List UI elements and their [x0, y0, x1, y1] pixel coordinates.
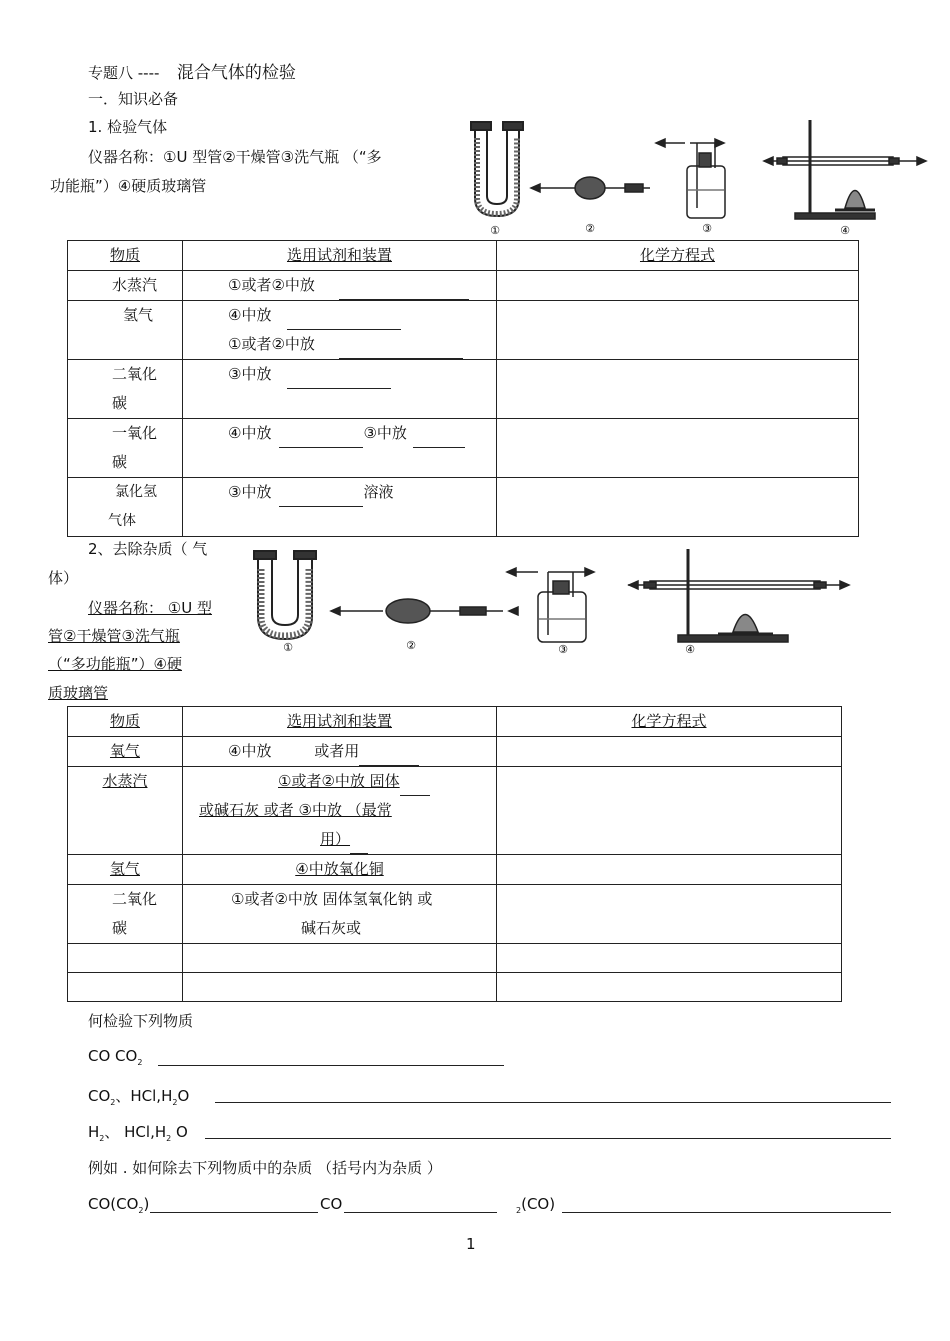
- table-row: [68, 885, 842, 944]
- figure-label-4: ④: [685, 643, 695, 656]
- figure-label-3: ③: [702, 222, 712, 235]
- answer-blank[interactable]: [339, 338, 463, 359]
- question-3-sub-a: 2: [99, 1134, 105, 1143]
- table-row: [68, 301, 859, 360]
- page-title: 混合气体的检验: [176, 63, 296, 83]
- col-substance-header: 物质: [109, 246, 140, 264]
- reagent-text: 碱石灰或: [301, 919, 362, 937]
- example-1-text: CO(CO: [88, 1195, 139, 1213]
- reagent-cell[interactable]: [183, 973, 497, 1002]
- substance-cell: 氢气: [109, 860, 140, 878]
- page-number: 1: [466, 1235, 476, 1253]
- table-row: [68, 973, 842, 1002]
- reagent-text: ④中放 或者用: [228, 742, 360, 760]
- instrument-text2-line4: 质玻璃管: [48, 684, 109, 702]
- apparatus-figure-2: [248, 547, 876, 659]
- example-heading: 例如 . 如何除去下列物质中的杂质 （括号内为杂质 ）: [88, 1159, 442, 1177]
- question-1: [88, 1047, 142, 1067]
- equation-cell[interactable]: [497, 767, 842, 855]
- reagent-text: ①或者②中放 固体: [278, 772, 400, 790]
- question-3-text-b: 、 HCl,H: [104, 1123, 167, 1141]
- subsection-heading-1: 1. 检验气体: [88, 118, 168, 136]
- question-2-text-c: O: [177, 1087, 190, 1105]
- substance-cell: 一氧化: [112, 424, 158, 442]
- instrument-text2-line3: （“多功能瓶”）④硬: [48, 655, 182, 673]
- example-3-text: (CO): [521, 1195, 556, 1213]
- glass-tube-stand-icon: [764, 120, 926, 219]
- figure-label-3: ③: [558, 643, 568, 656]
- reagent-text: ①或者②中放: [228, 335, 315, 353]
- reagent-text: ④中放: [228, 424, 272, 442]
- reagent-text: ①或者②中放: [228, 276, 315, 294]
- equation-cell[interactable]: [497, 419, 859, 478]
- question-3-text-c: O: [171, 1123, 188, 1141]
- table-row: [68, 360, 859, 419]
- question-1-text: CO CO: [88, 1047, 138, 1065]
- detection-table: [67, 240, 859, 537]
- answer-line-1[interactable]: [158, 1065, 504, 1066]
- u-tube-icon: [254, 551, 316, 639]
- substance-cell: 二氧化: [112, 890, 158, 908]
- substance-cell-cont: 碳: [112, 394, 128, 412]
- reagent-text: ④中放: [228, 306, 272, 324]
- example-2: CO: [320, 1195, 343, 1213]
- substance-cell[interactable]: [68, 973, 183, 1002]
- reagent-text: 或碱石灰 或者 ③中放 （最常: [199, 801, 392, 819]
- reagent-cell[interactable]: [183, 944, 497, 973]
- table-header-row: [68, 707, 842, 737]
- question-2: [88, 1085, 189, 1107]
- equation-cell[interactable]: [497, 271, 859, 301]
- example-1-sub: 2: [138, 1206, 144, 1215]
- equation-cell[interactable]: [497, 973, 842, 1002]
- document-header: [88, 58, 296, 83]
- equation-cell[interactable]: [497, 301, 859, 360]
- apparatus-figure-1: [465, 118, 947, 240]
- reagent-text: ③中放: [228, 483, 272, 501]
- col-equation-header: 化学方程式: [631, 712, 707, 730]
- substance-cell: 二氧化: [112, 365, 158, 383]
- substance-cell: 水蒸汽: [102, 772, 148, 790]
- drying-tube-icon: [331, 599, 518, 623]
- reagent-text: ①或者②中放 固体氢氧化钠 或: [231, 890, 433, 908]
- figure-label-1: ①: [490, 224, 500, 237]
- substance-cell: 水蒸汽: [112, 276, 158, 294]
- question-2-text-a: CO: [88, 1087, 111, 1105]
- section-heading-2-line1: 2、去除杂质（ 气: [88, 540, 208, 558]
- example-3-sub: 2: [516, 1206, 522, 1215]
- equation-cell[interactable]: [497, 885, 842, 944]
- answer-line-3[interactable]: [205, 1138, 891, 1139]
- col-equation-header: 化学方程式: [639, 246, 715, 264]
- equation-cell[interactable]: [497, 855, 842, 885]
- answer-blank[interactable]: [279, 486, 363, 507]
- question-3-sub-b: 2: [166, 1134, 172, 1143]
- question-3: [88, 1121, 188, 1143]
- answer-blank[interactable]: [413, 427, 465, 448]
- topic-label: 专题八 ----: [88, 64, 160, 82]
- example-1: [88, 1195, 149, 1215]
- instrument-text2-line2: 管②干燥管③洗气瓶: [48, 627, 180, 645]
- instrument-text-line2: 功能瓶”）④硬质玻璃管: [50, 177, 207, 195]
- example-3: [516, 1195, 555, 1215]
- question-2-sub-a: 2: [110, 1098, 116, 1107]
- table-row: [68, 737, 842, 767]
- col-substance-header: 物质: [109, 712, 140, 730]
- question-2-sub-b: 2: [172, 1098, 178, 1107]
- substance-cell: 氧气: [109, 742, 140, 760]
- equation-cell[interactable]: [497, 944, 842, 973]
- reagent-text: ④中放氧化铜: [295, 860, 384, 878]
- wash-bottle-icon: [507, 568, 594, 642]
- figure-label-2: ②: [406, 639, 416, 652]
- table-row: [68, 271, 859, 301]
- figure-label-4: ④: [840, 224, 850, 237]
- section-heading-1: 一．知识必备: [88, 90, 179, 108]
- reagent-text: 用）: [320, 830, 351, 848]
- answer-line-2[interactable]: [215, 1102, 891, 1103]
- table-row: [68, 944, 842, 973]
- answer-blank[interactable]: [339, 279, 469, 300]
- section-heading-2-line2: 体）: [48, 569, 79, 587]
- glass-tube-stand-icon: [628, 549, 849, 642]
- answer-blank[interactable]: [279, 427, 363, 448]
- col-reagent-header: 选用试剂和装置: [286, 712, 392, 730]
- table-row: [68, 478, 859, 537]
- substance-cell[interactable]: [68, 944, 183, 973]
- answer-blank[interactable]: [287, 309, 401, 330]
- instrument-text-line1: 仪器名称：①U 型管②干燥管③洗气瓶 （“多: [88, 148, 382, 166]
- answer-blank[interactable]: [350, 833, 368, 854]
- question-heading: 何检验下列物质: [88, 1012, 194, 1030]
- col-reagent-header: 选用试剂和装置: [286, 246, 392, 264]
- answer-blank[interactable]: [287, 368, 391, 389]
- reagent-text: ③中放: [228, 365, 272, 383]
- equation-cell[interactable]: [497, 737, 842, 767]
- table-row: [68, 419, 859, 478]
- answer-blank[interactable]: [400, 775, 430, 796]
- reagent-text: ③中放: [363, 424, 407, 442]
- equation-cell[interactable]: [497, 360, 859, 419]
- question-1-subscript: 2: [137, 1058, 143, 1067]
- substance-cell-cont: 碳: [112, 453, 128, 471]
- question-3-text-a: H: [88, 1123, 100, 1141]
- figure-label-1: ①: [283, 641, 293, 654]
- answer-line-5[interactable]: [562, 1212, 891, 1213]
- substance-cell: 氢气: [123, 306, 154, 324]
- answer-blank[interactable]: [359, 745, 419, 766]
- substance-cell-cont: 气体: [108, 513, 136, 529]
- figure-label-2: ②: [585, 222, 595, 235]
- substance-cell: 氯化氢: [115, 484, 157, 500]
- drying-tube-icon: [531, 177, 650, 199]
- question-2-text-b: 、HCl,H: [115, 1087, 173, 1105]
- table-header-row: [68, 241, 859, 271]
- equation-cell[interactable]: [497, 478, 859, 537]
- wash-bottle-icon: [656, 139, 725, 218]
- u-tube-icon: [471, 122, 523, 216]
- substance-cell-cont: 碳: [112, 919, 128, 937]
- reagent-text: 溶液: [363, 483, 394, 501]
- purification-table: [67, 706, 842, 1002]
- table-row: [68, 767, 842, 855]
- table-row: [68, 855, 842, 885]
- example-1-end: ): [143, 1195, 150, 1213]
- instrument-text2-line1: 仪器名称： ①U 型: [88, 599, 212, 617]
